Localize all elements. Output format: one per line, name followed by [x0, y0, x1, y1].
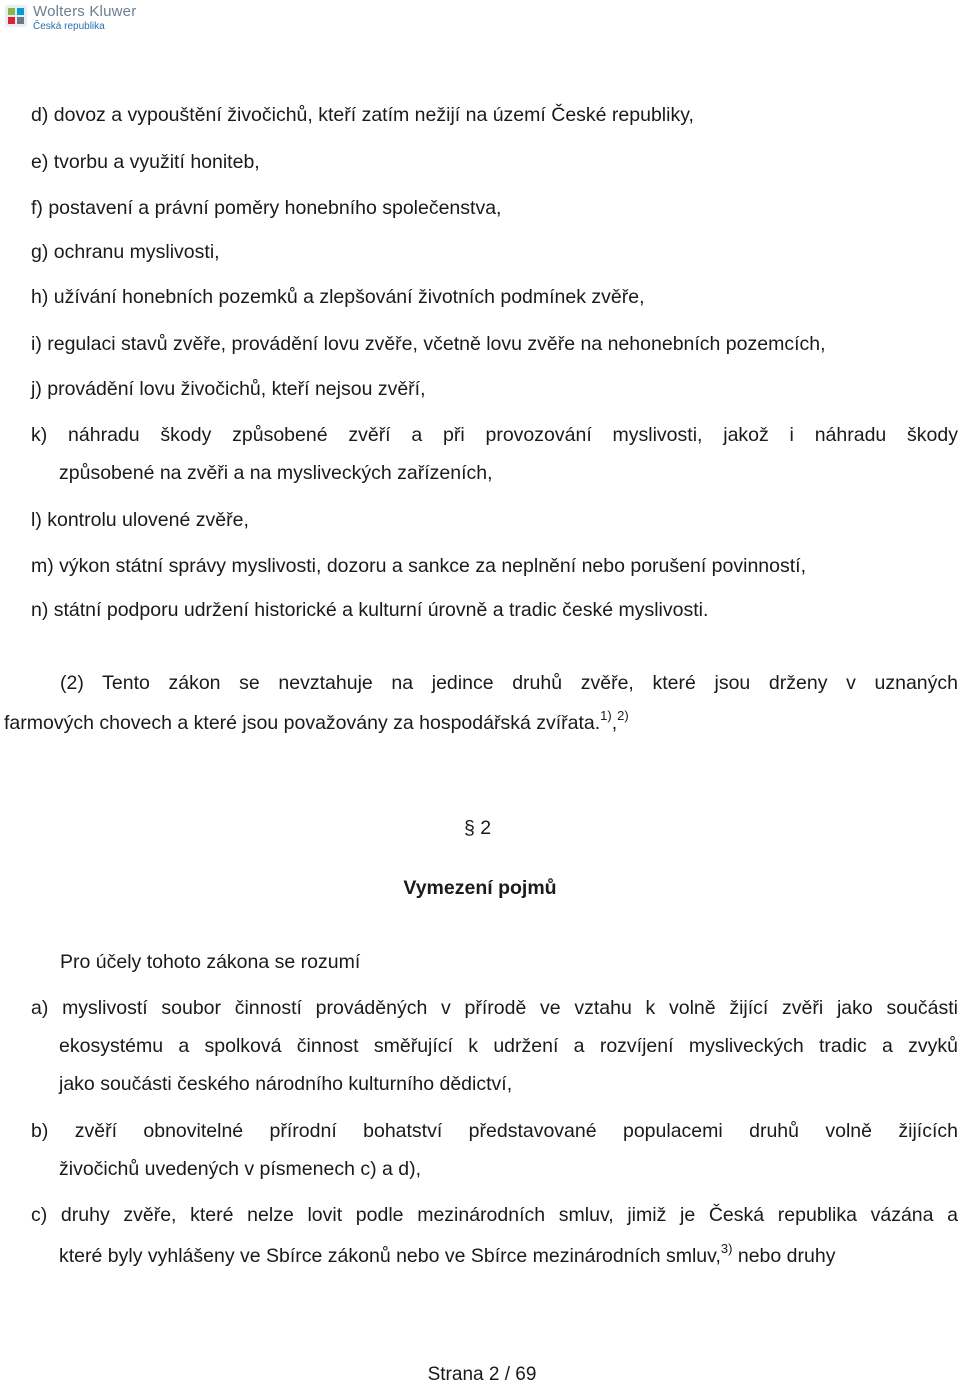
definition-c-line2: [59, 1241, 836, 1267]
list-item-f: f) postavení a právní poměry honebního společenstva,: [31, 197, 502, 219]
definition-a-line3: jako součásti českého národního kulturního dědictví,: [59, 1073, 513, 1095]
intro-text: Pro účely tohoto zákona se rozumí: [60, 951, 361, 973]
section-number: § 2: [464, 817, 492, 839]
footnote-ref-2[interactable]: 2): [617, 708, 629, 723]
list-item-e: e) tvorbu a využití honiteb,: [31, 151, 260, 173]
wolters-kluwer-logo-icon: [4, 4, 28, 28]
footnote-ref-3[interactable]: 3): [720, 1241, 733, 1256]
list-item-m: m) výkon státní správy myslivosti, dozoru a sankce za neplnění nebo porušení povinností,: [31, 555, 806, 577]
definition-c-continuation: nebo druhy: [732, 1245, 836, 1267]
list-item-g: g) ochranu myslivosti,: [31, 241, 220, 263]
list-item-d: d) dovoz a vypouštění živočichů, kteří zatím nežijí na území České republiky,: [31, 104, 694, 126]
footnote-separator: ,: [611, 712, 618, 734]
list-item-l: l) kontrolu ulovené zvěře,: [31, 509, 249, 531]
logo-subtitle: Česká republika: [33, 21, 105, 32]
definition-c-text: které byly vyhlášeny ve Sbírce zákonů nebo ve Sbírce mezinárodních smluv,: [59, 1245, 721, 1267]
list-item-k-line2: způsobené na zvěři a na mysliveckých zařízeních,: [59, 462, 493, 484]
footnote-ref-1[interactable]: 1): [600, 708, 612, 723]
list-item-i: i) regulaci stavů zvěře, provádění lovu zvěře, včetně lovu zvěře na nehonebních pozemcích,: [31, 333, 826, 355]
definition-b-line1: b) zvěří obnovitelné přírodní bohatství představované populacemi druhů volně žijících: [31, 1120, 958, 1142]
list-item-k-line1: k) náhradu škody způsobené zvěří a při provozování myslivosti, jakož i náhradu škody: [31, 424, 958, 446]
list-item-h: h) užívání honebních pozemků a zlepšování životních podmínek zvěře,: [31, 286, 645, 308]
page-number: Strana 2 / 69: [427, 1364, 537, 1385]
publisher-logo: [4, 4, 136, 32]
definition-a-line1: a) myslivostí soubor činností prováděných v přírodě ve vztahu k volně žijící zvěři jako součásti: [31, 997, 958, 1019]
definition-c-line1: c) druhy zvěře, které nelze lovit podle mezinárodních smluv, jimiž je Česká republika vázána a: [31, 1204, 958, 1226]
paragraph-2-line2: [4, 708, 629, 734]
definition-a-line2: ekosystému a spolková činnost směřující k udržení a rozvíjení mysliveckých tradic a zvyků: [59, 1035, 958, 1057]
list-item-n: n) státní podporu udržení historické a kulturní úrovně a tradic české myslivosti.: [31, 599, 709, 621]
paragraph-2-text: farmových chovech a které jsou považovány za hospodářská zvířata.: [4, 712, 601, 734]
section-title: Vymezení pojmů: [403, 877, 557, 899]
paragraph-2-line1: (2) Tento zákon se nevztahuje na jedince druhů zvěře, které jsou drženy v uznaných: [60, 672, 958, 694]
definition-b-line2: živočichů uvedených v písmenech c) a d),: [59, 1158, 422, 1180]
logo-name: Wolters Kluwer: [33, 3, 137, 20]
list-item-j: j) provádění lovu živočichů, kteří nejsou zvěří,: [31, 378, 426, 400]
